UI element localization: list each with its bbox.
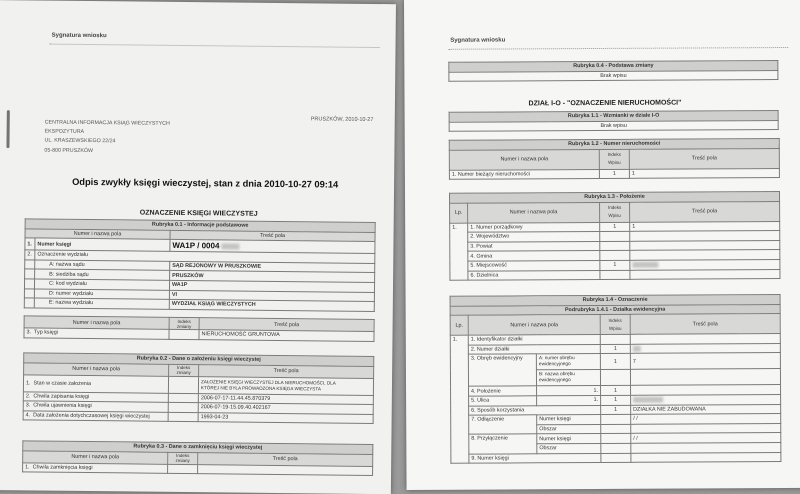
document-page-left bbox=[0, 0, 396, 494]
table-rubryka-1-1: Rubryka 1.1 - Wzmianki w dziale I-O Brak wpisu bbox=[449, 110, 779, 132]
row-label: Numer księgi bbox=[35, 238, 170, 251]
redacted-blur bbox=[222, 243, 240, 249]
table-title: Rubryka 0.1 - Informacje podstawowe bbox=[25, 219, 375, 232]
redacted-blur bbox=[633, 345, 641, 351]
document-title: Odpis zwykły księgi wieczystej, stan z dnia 2010-10-27 09:14 bbox=[72, 176, 339, 190]
table-rubryka-1-3: Rubryka 1.3 - Położenie Lp. Numer i nazwa pola Indeks Wpisu Treść pola 1. 1. Numer porządkowy 1 1 2. Województwo 3. Powiat 4. Gmina 5. Miejscowość 1 6. Dzielnica bbox=[449, 191, 780, 281]
place-date: PRUSZKÓW, 2010-10-27 bbox=[310, 116, 374, 123]
table-rubryka-1-2: Rubryka 1.2 - Numer nieruchomości Numer i nazwa pola Indeks Wpisu Treść pola 1. Numer bieżący nieruchomości 1 1 bbox=[449, 138, 780, 180]
redacted-blur bbox=[632, 262, 658, 268]
row-num: 1. bbox=[25, 238, 35, 250]
table-rubryka-0-1-type: Numer i nazwa pola Indeks zmiany Treść pola 3. Typ księgi NIERUCHOMOŚĆ GRUNTOWA bbox=[23, 315, 374, 341]
col-header: Treść pola bbox=[170, 230, 375, 242]
table-title: Rubryka 1.1 - Wzmianki w dziale I-O bbox=[449, 111, 778, 122]
table-title: Rubryka 1.4 - Oznaczenie bbox=[450, 295, 780, 306]
table-rubryka-0-1: Rubryka 0.1 - Informacje podstawowe Numer i nazwa pola Treść pola 1. Numer księgi WA1P / 0004 2. Oznaczenie wydziału A: nazwa sądu SĄD REJONOWY W PRUSZKOWIE B: siedziba sądu PRUSZKÓW C: kod wydziału WA1P D: numer wydziału VI E: nazwa wydziału WYDZIAŁ KSIĄG WIECZYSTYCH bbox=[24, 218, 376, 311]
signature-label: Sygnatura wniosku bbox=[51, 32, 107, 40]
dzial-title: DZIAŁ I-O - "OZNACZENIE NIERUCHOMOŚCI" bbox=[528, 99, 682, 108]
table-rubryka-0-3: Rubryka 0.3 - Dane o zamknięciu księgi wieczystej Numer i nazwa pola Indeks zmiany Treść pola 1. Chwila zamknięcia księgi bbox=[22, 440, 373, 476]
table-rubryka-0-4: Rubryka 0.4 - Podstawa zmiany Brak wpisu bbox=[448, 60, 778, 82]
row-label: Oznaczenie wydziału bbox=[35, 250, 375, 263]
book-number: WA1P / 0004 bbox=[170, 240, 375, 254]
table-title: Rubryka 0.4 - Podstawa zmiany bbox=[449, 61, 778, 72]
signature-line bbox=[448, 47, 788, 50]
document-page-right bbox=[404, 0, 800, 490]
section-title: OZNACZENIE KSIĘGI WIECZYSTEJ bbox=[139, 209, 258, 218]
table-rubryka-0-2: Rubryka 0.2 - Dane o założeniu księgi wieczystej Numer i nazwa pola Indeks zmiany Treść pola 1. Stan w czasie założenia ZAŁOŻENIE KSIĘGI WIECZYSTEJ DLA NIERUCHOMOŚCI, DLA KTÓREJ NIE BYŁA PROWADZONA KSIĘGA WIECZYSTA 2. Chwila zapisania księgi 2006-07-17-11.44.45.870379 3. Chwila ujawnienia księgi 2006-07-19-15.09.40.402167 4. Data założenia dotychczasowej księgi wieczystej 1993-04-23 bbox=[23, 352, 375, 424]
table-title: Rubryka 0.2 - Dane o założeniu księgi wieczystej bbox=[24, 353, 374, 366]
office-address: CENTRALNA INFORMACJA KSIĄG WIECZYSTYCH EKSPOZYTURA UL. KRASZEWSKIEGO 22/24 05-800 PRUSZKÓW bbox=[44, 119, 170, 154]
pen-mark bbox=[6, 110, 9, 148]
table-title: Rubryka 1.2 - Numer nieruchomości bbox=[449, 139, 779, 150]
table-title: Rubryka 0.3 - Dane o zamknięciu księgi wieczystej bbox=[23, 441, 373, 454]
table-rubryka-1-4: Rubryka 1.4 - Oznaczenie Podrubryka 1.4.1 - Działka ewidencyjna Lp. Numer i nazwa pola Indeks Wpisu Treść pola 1. 1. Identyfikator działki 2. Numer działki 1 3. Obręb ewidencyjny A: numer obrębu ewidencyjnego 1 7 B: nazwa obrębu ewidencyjnego 4. Położenie 1. 1 5. Ulica 1. 1 6. Sposób korzystania 1 DZIAŁKA NIE ZABUDOWANA 7. Odłączenie Numer księgi / / Obszar 8. Przyłączenie Numer księgi / / Obszar 9. Numer księgi bbox=[450, 294, 782, 464]
table-title: Rubryka 1.3 - Położenie bbox=[450, 192, 780, 203]
col-header: Numer i nazwa pola bbox=[25, 228, 170, 239]
signature-label: Sygnatura wniosku bbox=[450, 37, 506, 44]
subtable-title: Podrubryka 1.4.1 - Działka ewidencyjna bbox=[450, 304, 780, 315]
signature-line bbox=[50, 44, 380, 48]
redacted-blur bbox=[633, 396, 663, 402]
